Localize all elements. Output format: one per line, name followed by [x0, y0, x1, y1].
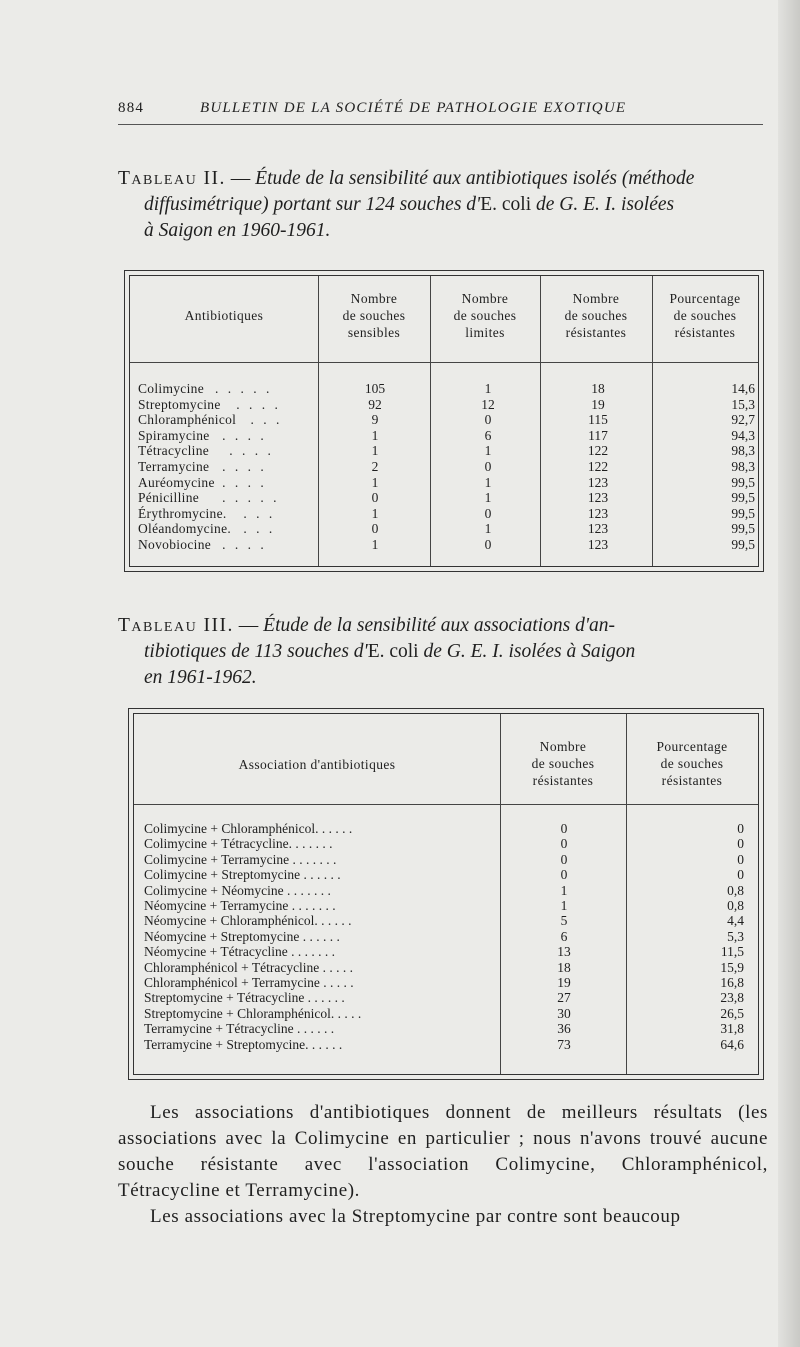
table2-cell-sensibles: 2 [371, 459, 379, 474]
journal-title: BULLETIN DE LA SOCIÉTÉ DE PATHOLOGIE EXOTIQUE [200, 100, 627, 116]
table2-leader-dots: . . . . [222, 537, 267, 552]
table2-cell-pourcentage: 14,6 [731, 381, 755, 396]
table2-row [130, 537, 758, 553]
table2-row [130, 381, 758, 397]
table2-cell-resistantes: 123 [587, 474, 609, 490]
table2-cell-antibiotic: Auréomycine [138, 474, 215, 490]
table2-cell-antibiotic: Colimycine [138, 381, 204, 396]
table3 [128, 708, 764, 1080]
table2-leader-dots: . . . . . [215, 381, 273, 396]
table2-header-2: Nombre de souches limites [453, 291, 517, 340]
table2-cell-resistantes: 123 [587, 537, 609, 552]
table2-leader-dots: . . . . [222, 459, 267, 474]
table2-cell-resistantes: 117 [588, 427, 608, 443]
table2-cell-limites: 0 [484, 537, 492, 552]
table2-cell-resistantes: 122 [587, 459, 609, 474]
table3-cell-resistantes: 18 [557, 959, 571, 975]
table2-cell-antibiotic: Chloramphénicol [138, 412, 237, 428]
table3-cell-pourcentage: 0 [737, 851, 744, 867]
table2-leader-dots: . . . . [222, 427, 267, 443]
table2-cell-antibiotic: Novobiocine [138, 537, 212, 552]
table2-cell-antibiotic: Streptomycine [138, 396, 221, 412]
table2-cell-resistantes: 18 [591, 381, 605, 396]
table3-label: Tableau III. [118, 615, 234, 636]
table3-cell-association: Terramycine + Streptomycine. . . . . . [144, 1036, 343, 1052]
table3-header-2: Pourcentage de souches résistantes [656, 739, 728, 788]
table3-cell-pourcentage: 0,8 [727, 882, 744, 898]
table2-cell-pourcentage: 99,5 [731, 490, 755, 506]
table3-cell-association: Colimycine + Terramycine . . . . . . . [144, 851, 337, 867]
table3-cell-resistantes: 5 [560, 913, 568, 929]
table3-cell-pourcentage: 0 [737, 867, 744, 883]
table2-cell-pourcentage: 99,5 [731, 537, 755, 552]
table3-row [134, 990, 758, 1006]
table2-cell-antibiotic: Tétracycline [138, 443, 210, 459]
table2-leader-dots: . . . [243, 505, 276, 521]
table2-row [130, 475, 758, 491]
table3-cell-pourcentage: 26,5 [720, 1005, 744, 1021]
table2-cell-limites: 1 [484, 474, 492, 490]
table2-caption: Tableau II. — Étude de la sensibilité aux antibiotiques isolés (méthode diffusimétrique) portant sur 124 souches d'E. coli de G. E. I. isolées à Saigon en 1960-1961. [118, 168, 695, 241]
table3-cell-resistantes: 0 [560, 821, 568, 836]
table2-cell-antibiotic: Terramycine [138, 459, 210, 474]
table2-cell-limites: 0 [484, 412, 492, 428]
table3-row [134, 913, 758, 929]
table3-cell-association: Terramycine + Tétracycline . . . . . . [144, 1021, 335, 1037]
table3-row [134, 1037, 758, 1053]
table2-cell-resistantes: 123 [587, 521, 609, 537]
table3-cell-resistantes: 0 [560, 836, 568, 852]
table2-label: Tableau II. [118, 168, 226, 189]
table2-cell-limites: 0 [484, 505, 492, 521]
table3-cell-resistantes: 6 [560, 928, 568, 944]
table3-row [134, 975, 758, 991]
table2-cell-sensibles: 9 [371, 412, 379, 428]
table3-cell-pourcentage: 16,8 [720, 975, 744, 990]
table3-cell-association: Streptomycine + Chloramphénicol. . . . . [144, 1005, 362, 1021]
table3-row [134, 1021, 758, 1037]
table2-cell-sensibles: 0 [371, 490, 379, 506]
table2-cell-resistantes: 123 [587, 505, 609, 521]
table2-cell-antibiotic: Oléandomycine. [138, 521, 232, 537]
table2-cell-limites: 1 [484, 381, 492, 396]
table2-row [130, 521, 758, 537]
table3-header-0: Association d'antibiotiques [238, 757, 396, 772]
table2-row [130, 443, 758, 459]
table2-cell-limites: 0 [484, 459, 492, 474]
table3-cell-pourcentage: 64,6 [720, 1036, 744, 1052]
table3-cell-resistantes: 0 [560, 851, 568, 867]
table3-cell-resistantes: 73 [557, 1036, 571, 1052]
table2-cell-pourcentage: 98,3 [731, 443, 755, 459]
table3-cell-resistantes: 36 [557, 1021, 571, 1037]
table3-cell-pourcentage: 0 [737, 836, 744, 852]
table2-cell-sensibles: 105 [364, 381, 386, 396]
table3-row [134, 929, 758, 945]
table3-caption: Tableau III. — Étude de la sensibilité aux associations d'an- tibiotiques de 113 souches d'E. coli de G. E. I. isolées à Saigon en 1961-1962. [118, 615, 636, 688]
table3-cell-association: Chloramphénicol + Tétracycline . . . . . [144, 959, 354, 975]
table3-row [134, 852, 758, 868]
table3-cell-pourcentage: 15,9 [720, 959, 744, 975]
table2-header-4: Pourcentage de souches résistantes [669, 291, 741, 340]
table3-cell-resistantes: 1 [560, 898, 568, 913]
table2-cell-antibiotic: Pénicilline [138, 490, 200, 506]
table2 [124, 270, 764, 572]
table2-row [130, 412, 758, 428]
table2-cell-sensibles: 1 [371, 537, 379, 552]
table3-row [134, 867, 758, 883]
table2-header-3: Nombre de souches résistantes [564, 291, 628, 340]
header-rule [118, 124, 763, 125]
table2-inner [129, 275, 759, 567]
table3-row [134, 898, 758, 914]
table3-cell-association: Chloramphénicol + Terramycine . . . . . [144, 975, 354, 990]
table2-cell-sensibles: 1 [371, 443, 379, 459]
table2-cell-antibiotic: Érythromycine. [138, 505, 227, 521]
running-head [118, 96, 763, 120]
table2-row [130, 506, 758, 522]
table3-row [134, 960, 758, 976]
table3-cell-association: Néomycine + Terramycine . . . . . . . [144, 898, 336, 913]
table2-cell-limites: 1 [484, 521, 492, 537]
table2-cell-sensibles: 1 [371, 474, 379, 490]
table3-cell-resistantes: 13 [557, 944, 571, 960]
table3-cell-association: Colimycine + Tétracycline. . . . . . . [144, 836, 333, 852]
table3-cell-pourcentage: 11,5 [720, 944, 744, 960]
table3-cell-association: Néomycine + Tétracycline . . . . . . . [144, 944, 336, 960]
table3-row [134, 883, 758, 899]
page-edge-shadow [778, 0, 800, 1347]
table2-cell-pourcentage: 15,3 [731, 396, 755, 412]
table2-cell-pourcentage: 92,7 [731, 412, 755, 428]
table2-header-1: Nombre de souches sensibles [342, 291, 406, 340]
table2-cell-pourcentage: 94,3 [731, 427, 755, 443]
table2-cell-sensibles: 92 [368, 396, 382, 412]
table2-leader-dots: . . . [250, 412, 283, 428]
table3-inner [133, 713, 759, 1075]
body-paragraph-2: Les associations avec la Streptomycine par contre sont beaucoup [150, 1206, 681, 1227]
table2-leader-dots: . . . . . [222, 490, 280, 506]
table3-row [134, 821, 758, 837]
table2-cell-limites: 6 [484, 427, 492, 443]
body-paragraph-1: Les associations d'antibiotiques donnent de meilleurs résultats (les associations avec la Colimycine en particulier ; nous n'avons trouvé aucune souche résistante avec l'association Colimycine, Chloramphénicol, Tétracycline et Terramycine). [118, 1102, 768, 1201]
table2-cell-sensibles: 0 [371, 521, 379, 537]
table2-cell-antibiotic: Spiramycine [138, 427, 210, 443]
table3-header-1: Nombre de souches résistantes [531, 739, 595, 788]
table3-row [134, 1006, 758, 1022]
table3-cell-pourcentage: 0,8 [727, 898, 744, 913]
table3-cell-resistantes: 1 [560, 882, 568, 898]
table3-cell-pourcentage: 31,8 [720, 1021, 744, 1037]
table3-cell-association: Colimycine + Chloramphénicol. . . . . . [144, 821, 353, 836]
table3-cell-association: Néomycine + Chloramphénicol. . . . . . [144, 913, 352, 929]
page-number: 884 [118, 100, 145, 116]
table3-cell-association: Colimycine + Streptomycine . . . . . . [144, 867, 341, 883]
table2-cell-resistantes: 115 [588, 412, 608, 428]
table2-cell-pourcentage: 98,3 [731, 459, 755, 474]
table2-row [130, 459, 758, 475]
table2-row [130, 490, 758, 506]
table3-row [134, 944, 758, 960]
table2-header-0: Antibiotiques [184, 308, 264, 323]
table2-cell-resistantes: 19 [591, 396, 605, 412]
table2-row [130, 397, 758, 413]
table3-cell-association: Streptomycine + Tétracycline . . . . . . [144, 990, 345, 1006]
table3-row [134, 836, 758, 852]
table3-cell-pourcentage: 23,8 [720, 990, 744, 1006]
table2-leader-dots: . . . [243, 521, 276, 537]
table2-cell-sensibles: 1 [371, 505, 379, 521]
table2-cell-limites: 12 [481, 396, 495, 412]
table2-row [130, 428, 758, 444]
table2-leader-dots: . . . . [236, 396, 281, 412]
table3-cell-association: Colimycine + Néomycine . . . . . . . [144, 882, 331, 898]
table3-cell-pourcentage: 5,3 [727, 928, 744, 944]
table2-cell-resistantes: 122 [587, 443, 609, 459]
table2-cell-limites: 1 [484, 490, 492, 506]
table2-leader-dots: . . . . [222, 474, 267, 490]
table2-cell-pourcentage: 99,5 [731, 521, 755, 537]
table2-cell-pourcentage: 99,5 [731, 505, 755, 521]
table2-cell-resistantes: 123 [587, 490, 609, 506]
table3-cell-pourcentage: 4,4 [727, 913, 744, 929]
table3-cell-resistantes: 19 [557, 975, 571, 990]
table3-cell-association: Néomycine + Streptomycine . . . . . . [144, 928, 340, 944]
table3-cell-resistantes: 0 [560, 867, 568, 883]
table2-cell-pourcentage: 99,5 [731, 474, 755, 490]
table3-cell-resistantes: 27 [557, 990, 571, 1006]
table2-leader-dots: . . . . [229, 443, 274, 459]
table2-cell-sensibles: 1 [371, 427, 379, 443]
table3-cell-pourcentage: 0 [737, 821, 744, 836]
table3-cell-resistantes: 30 [557, 1005, 571, 1021]
table2-cell-limites: 1 [484, 443, 492, 459]
